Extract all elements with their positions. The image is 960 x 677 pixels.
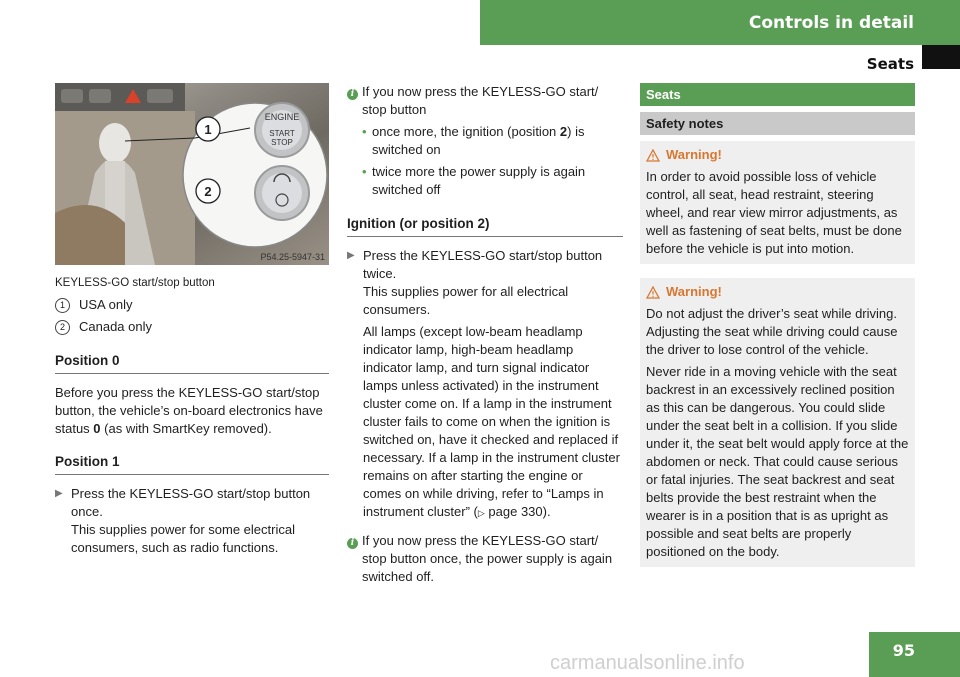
section-title-bar: Seats — [640, 83, 915, 106]
callout-2: 2 — [204, 184, 212, 199]
arrow-bullet-icon: ▶ — [55, 488, 63, 499]
warning-triangle-icon — [646, 149, 660, 162]
position-1-heading: Position 1 — [55, 453, 329, 475]
info-note-1-bullet-1: • once more, the ignition (position 2) is switched on — [362, 124, 585, 157]
info-icon: i — [347, 83, 362, 94]
legend-text-1: USA only — [79, 297, 133, 312]
callout-1: 1 — [204, 122, 212, 137]
ignition-step — [347, 247, 623, 522]
watermark: carmanualsonline.info — [550, 652, 745, 674]
gear-shift-illustration — [55, 83, 329, 265]
warning-2-paragraph-2: Never ride in a moving vehicle with the seat backrest in an excessively reclined position as this can be dangerous. You could slide under the seat belt in a collision. If you slide under it, the seat belt would apply force at the abdomen or neck. That could cause serious or fatal injuries. The seat backrest and seat belts provide the best restraint when the wearer is in a position that is as upright as possible and seat belts are properly positioned on the body. — [646, 364, 909, 559]
page-number: 95 — [869, 632, 960, 677]
warning-box-1 — [640, 141, 915, 264]
ignition-result-1: This supplies power for all electrical consumers. — [363, 284, 569, 317]
header-section-tab — [480, 0, 960, 45]
warning-2-paragraph-1: Do not adjust the driver’s seat while driving. Adjusting the seat while driving could cause the driver to lose control of the vehicle. — [646, 306, 898, 357]
warning-triangle-icon — [646, 286, 660, 299]
arrow-bullet-icon: ▶ — [347, 250, 355, 261]
warning-1-text: In order to avoid possible loss of vehicle control, all seat, head restraint, steering wheel, and rear view mirror adjustments, as well as fastening of seat belts, must be done before the vehicle is put into motion. — [646, 169, 902, 256]
subsection-title-bar: Safety notes — [640, 112, 915, 135]
position-1-instruction: Press the KEYLESS-GO start/stop button once. — [71, 486, 311, 519]
legend-item-2 — [55, 318, 329, 336]
column-middle — [347, 83, 623, 586]
column-right — [640, 83, 915, 567]
info-note-1 — [347, 83, 623, 199]
warning-1-title: Warning! — [646, 146, 909, 164]
position-1-result: This supplies power for some electrical consumers, such as radio functions. — [71, 522, 295, 555]
header-black-marker — [922, 45, 960, 69]
warning-2-title: Warning! — [646, 283, 909, 301]
ignition-heading: Ignition (or position 2) — [347, 215, 623, 237]
figure-caption: KEYLESS-GO start/stop button — [55, 277, 215, 289]
info-note-2 — [347, 532, 623, 586]
ignition-instruction: Press the KEYLESS-GO start/stop button twice. — [363, 248, 603, 281]
position-0-heading: Position 0 — [55, 352, 329, 374]
legend-number-2: 2 — [55, 320, 70, 335]
position-0-text: Before you press the KEYLESS-GO start/stop button, the vehicle’s on-board electronics have status 0 (as with SmartKey removed). — [55, 385, 323, 436]
header-section-title: Controls in detail — [748, 13, 914, 33]
info-note-2-text: If you now press the KEYLESS-GO start/ stop button once, the power supply is again switched off. — [362, 533, 613, 584]
column-left — [55, 83, 329, 557]
keyless-go-photo — [55, 83, 329, 265]
info-icon: i — [347, 532, 362, 543]
legend-number-1: 1 — [55, 298, 70, 313]
page-ref-arrow-icon: ▷ — [477, 508, 485, 518]
info-note-1-bullet-2: • twice more the power supply is again switched off — [362, 164, 586, 197]
photo-code: P54.25-5947-31 — [260, 252, 325, 262]
position-1-step — [55, 485, 329, 557]
ignition-result-2: All lamps (except low-beam headlamp indicator lamp, high-beam headlamp indicator lamp, and turn signal indicator lamps unless activated) in the instrument cluster come on. If a lamp in the instrument cluster fails to come on when the ignition is switched on, have it checked and replaced if necessary. If a lamp in the instrument cluster remains on after starting the engine or comes on while driving, refer to “Lamps in instrument cluster” (▷ page 330). — [363, 324, 620, 519]
header-subsection-title: Seats — [866, 55, 914, 73]
info-note-1-intro: If you now press the KEYLESS-GO start/ stop button — [362, 84, 599, 117]
start-label: START — [269, 129, 295, 138]
legend-item-1 — [55, 296, 329, 314]
legend-text-2: Canada only — [79, 319, 152, 334]
warning-box-2 — [640, 278, 915, 567]
stop-label: STOP — [271, 138, 293, 147]
engine-label: ENGINE — [264, 112, 300, 122]
